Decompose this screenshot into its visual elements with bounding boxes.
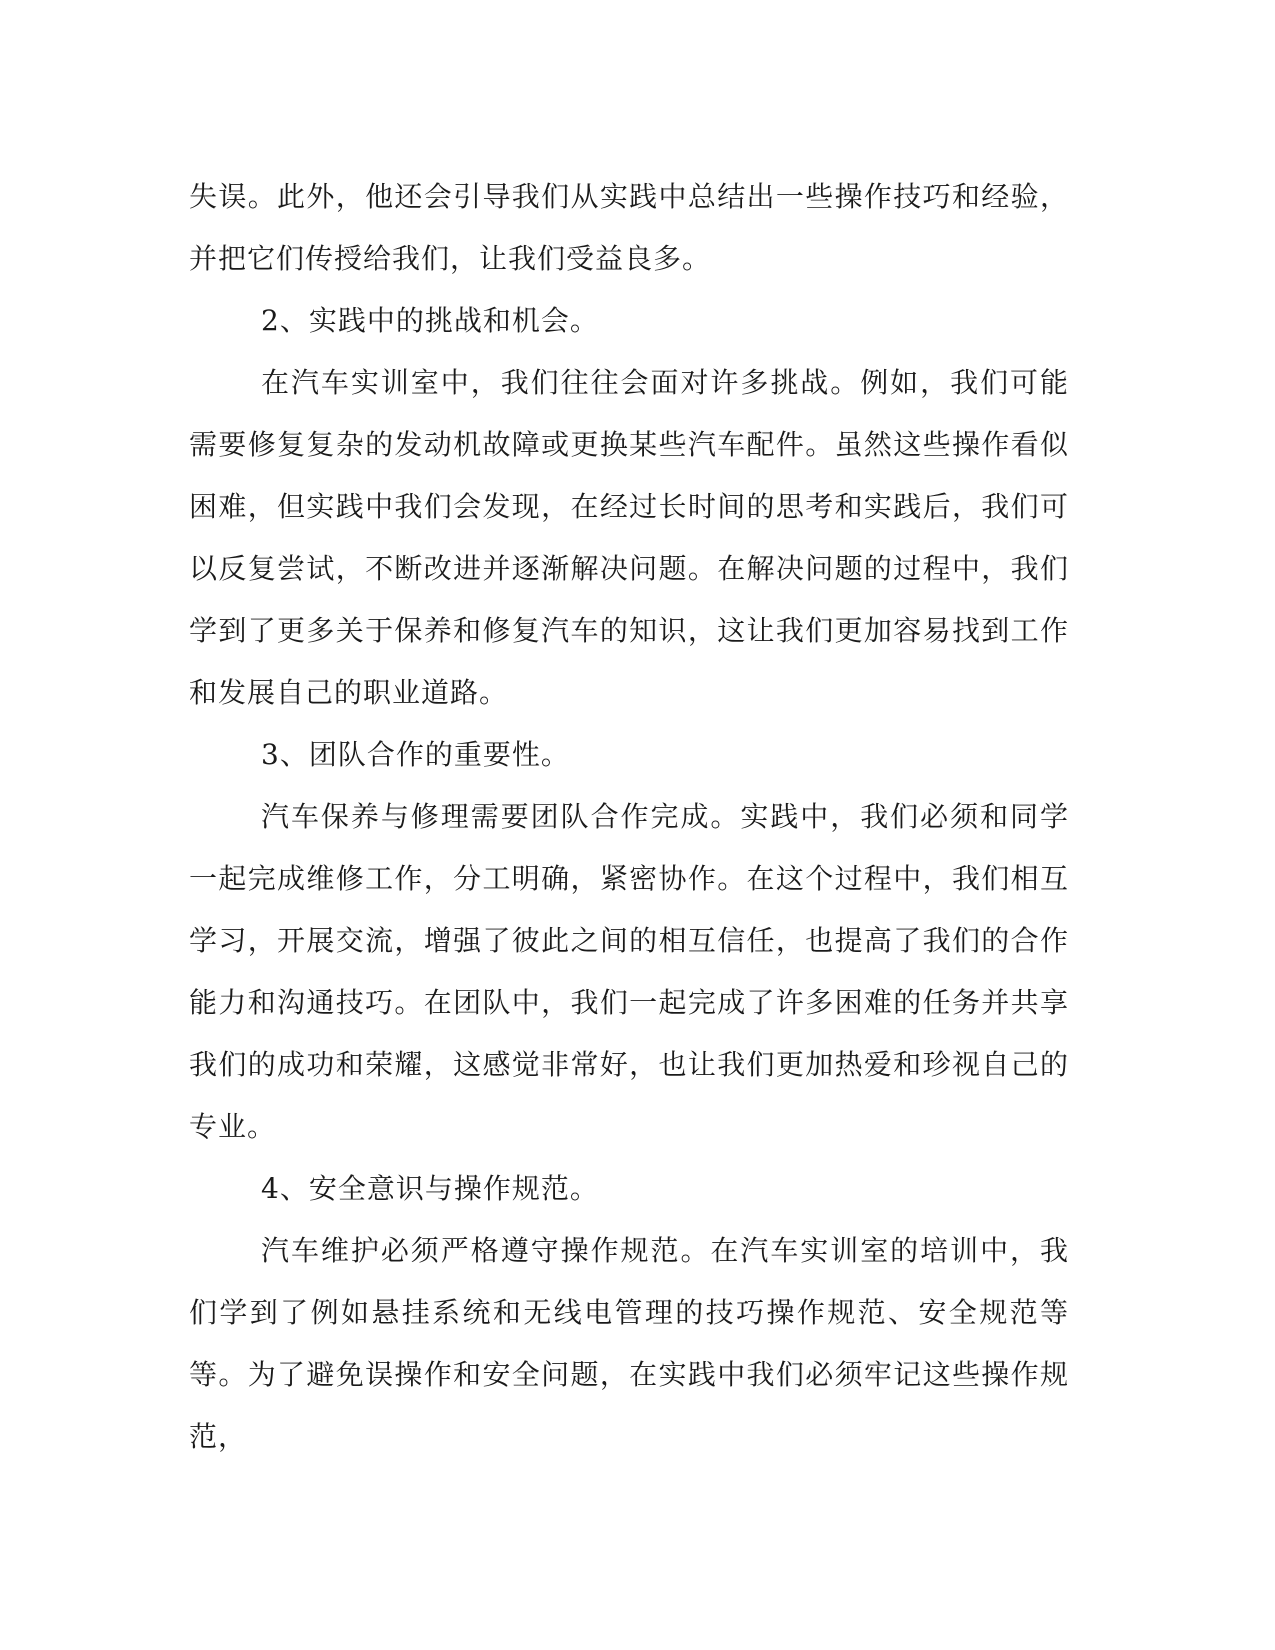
section-heading-3: 3、团队合作的重要性。 — [261, 738, 570, 771]
paragraph-safety: 汽车维护必须严格遵守操作规范。在汽车实训室的培训中，我们学到了例如悬挂系统和无线电管理的技巧操作规范、安全规范等等。为了避免误操作和安全问题，在实践中我们必须牢记这些操作规范， — [189, 1234, 1069, 1453]
section-heading-4: 4、安全意识与操作规范。 — [261, 1172, 599, 1205]
document-body — [189, 166, 1069, 1468]
paragraph-challenges: 在汽车实训室中，我们往往会面对许多挑战。例如，我们可能需要修复复杂的发动机故障或更换某些汽车配件。虽然这些操作看似困难，但实践中我们会发现，在经过长时间的思考和实践后，我们可以反复尝试，不断改进并逐渐解决问题。在解决问题的过程中，我们学到了更多关于保养和修复汽车的知识，这让我们更加容易找到工作和发展自己的职业道路。 — [189, 366, 1069, 709]
paragraph-teamwork: 汽车保养与修理需要团队合作完成。实践中，我们必须和同学一起完成维修工作，分工明确，紧密协作。在这个过程中，我们相互学习，开展交流，增强了彼此之间的相互信任，也提高了我们的合作能力和沟通技巧。在团队中，我们一起完成了许多困难的任务并共享我们的成功和荣耀，这感觉非常好，也让我们更加热爱和珍视自己的专业。 — [189, 800, 1069, 1143]
section-heading-2: 2、实践中的挑战和机会。 — [261, 304, 599, 337]
paragraph-continuation: 失误。此外，他还会引导我们从实践中总结出一些操作技巧和经验，并把它们传授给我们，让我们受益良多。 — [189, 180, 1069, 275]
